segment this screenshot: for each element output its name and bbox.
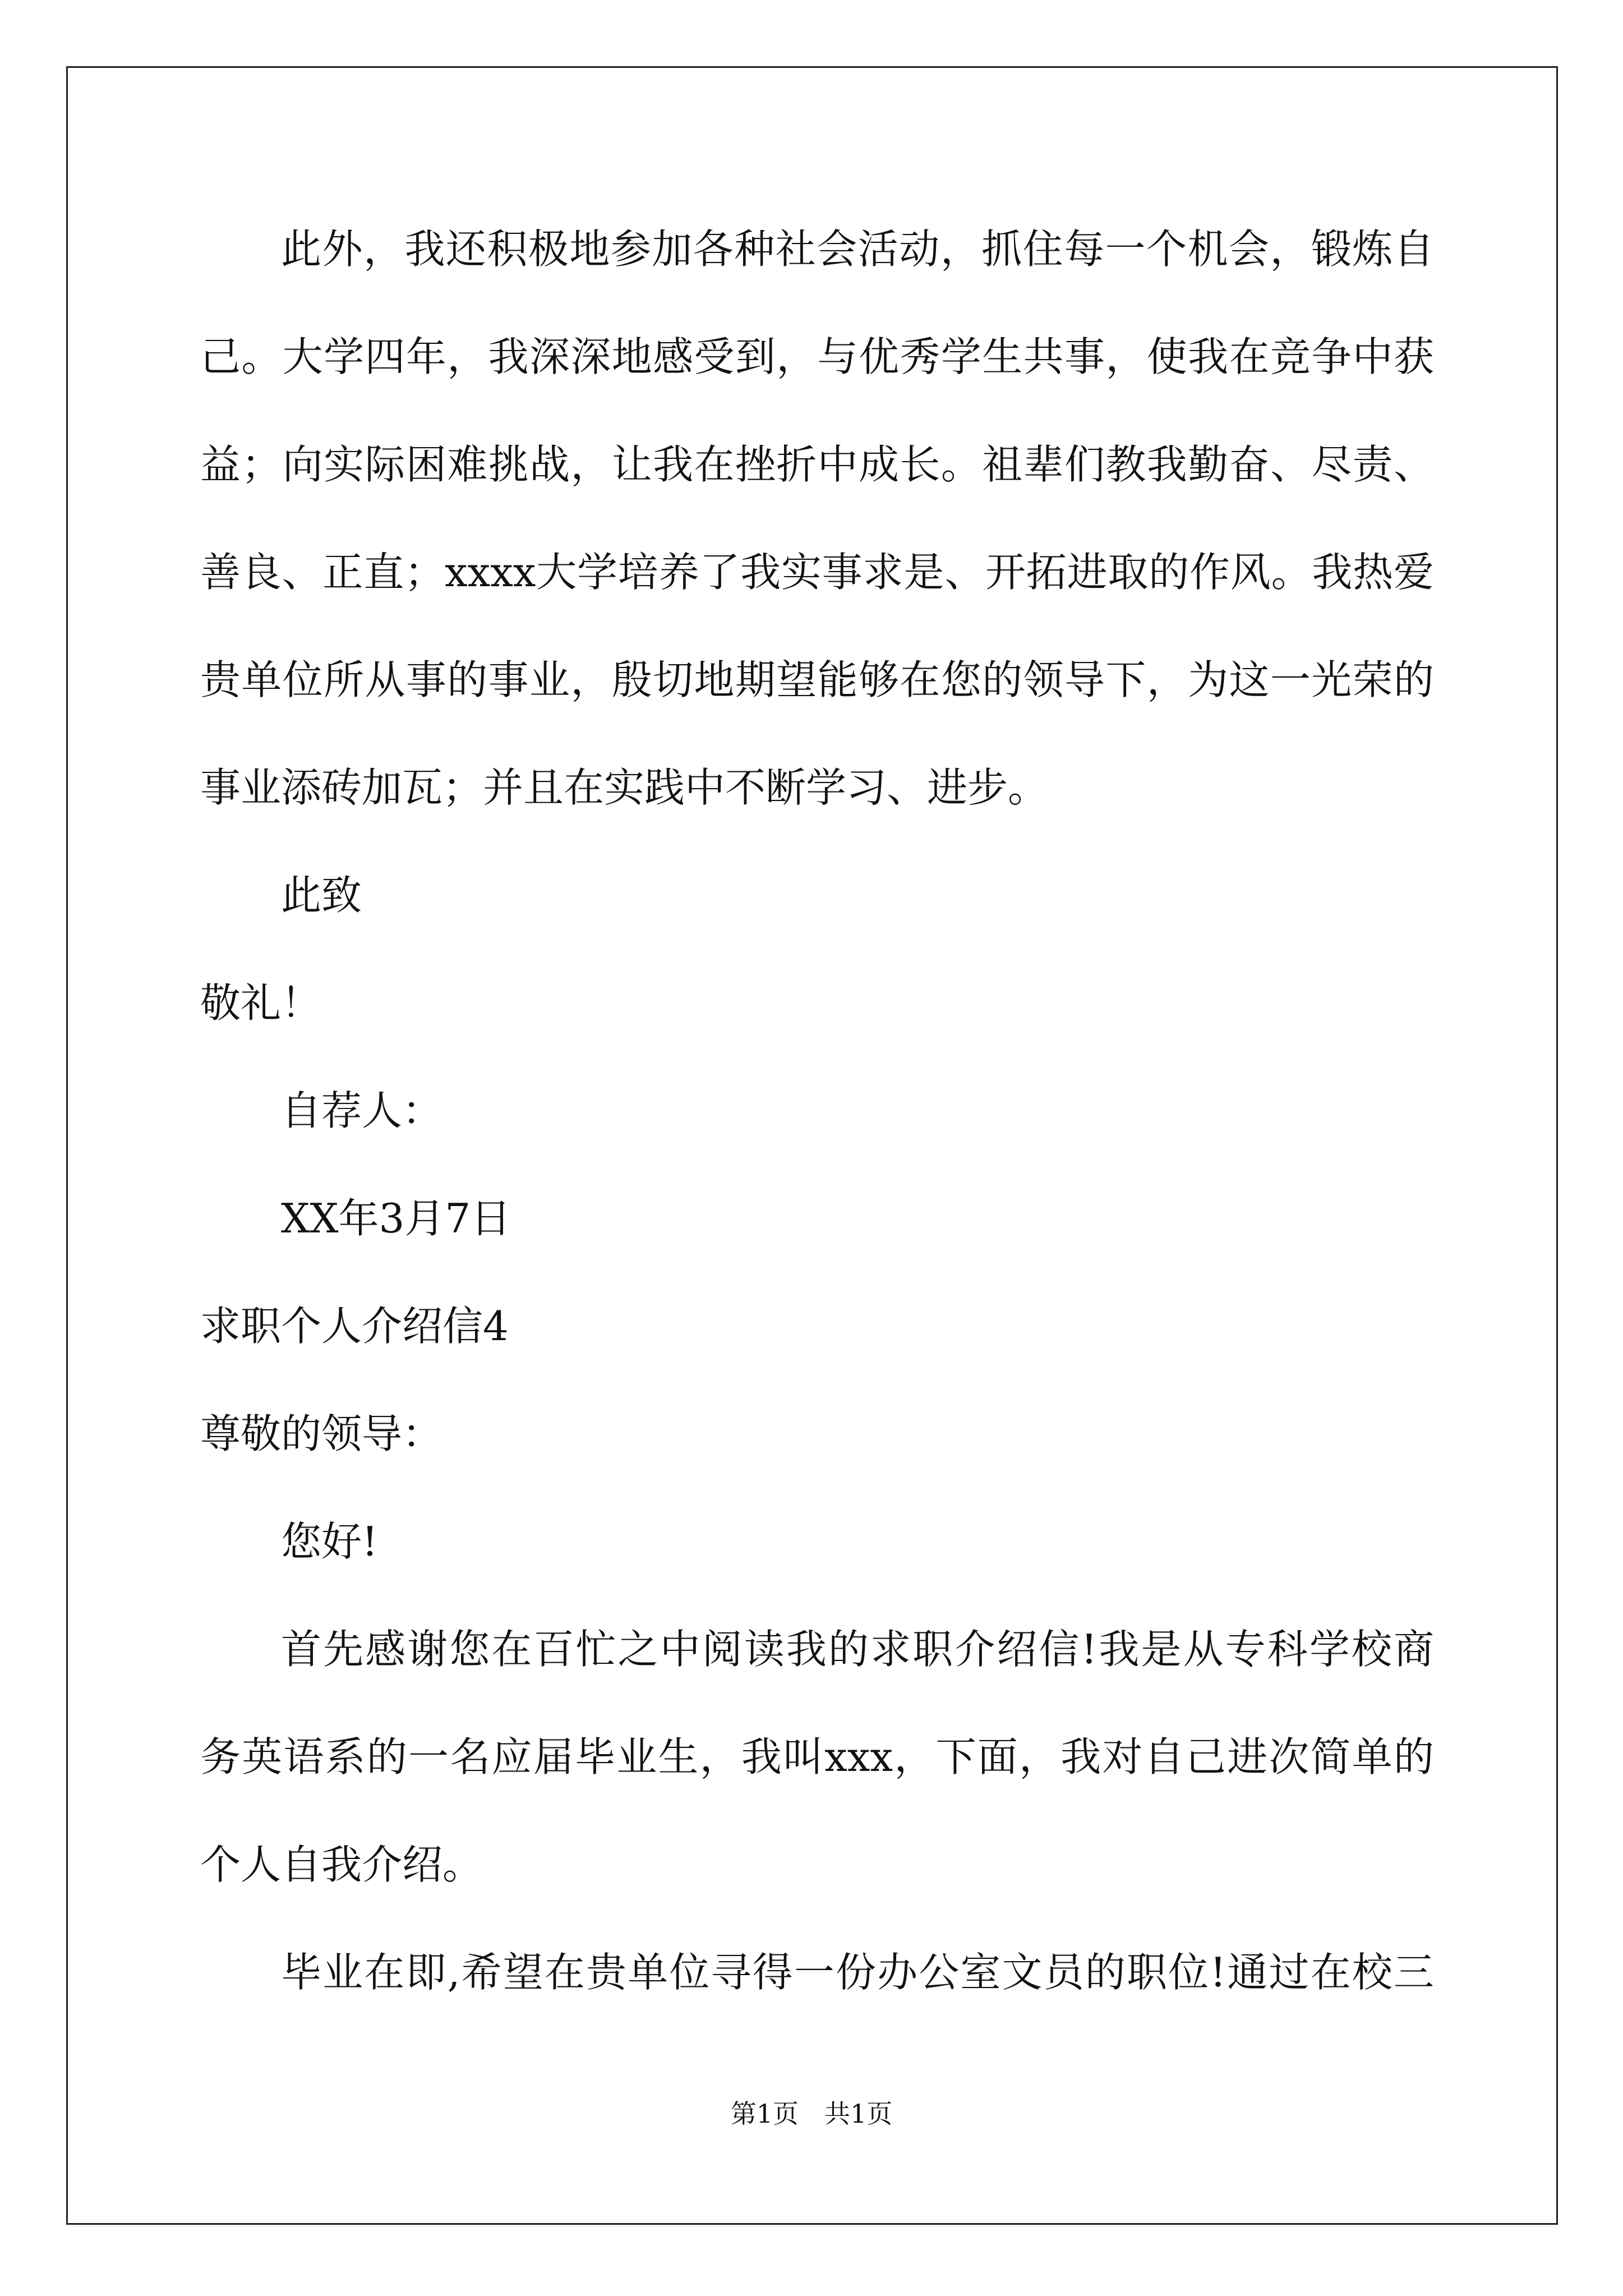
date-line: XX年3月7日 bbox=[281, 1195, 511, 1242]
paragraph-line: 个人自我介绍。 bbox=[200, 1841, 483, 1888]
greeting-line: 您好! bbox=[281, 1518, 378, 1565]
paragraph-line: 贵单位所从事的事业，殷切地期望能够在您的领导下，为这一光荣的 bbox=[200, 656, 1434, 703]
paragraph-line: 毕业在即,希望在贵单位寻得一份办公室文员的职位!通过在校三 bbox=[281, 1949, 1434, 1996]
greeting-line: 尊敬的领导： bbox=[200, 1410, 443, 1457]
salutation-line: 此致 bbox=[281, 872, 362, 919]
signature-line: 自荐人： bbox=[281, 1087, 443, 1134]
salutation-line: 敬礼！ bbox=[200, 979, 322, 1027]
paragraph-line: 事业添砖加瓦；并且在实践中不断学习、进步。 bbox=[200, 764, 1049, 811]
paragraph-line: 善良、正直；xxxx大学培养了我实事求是、开拓进取的作风。我热爱 bbox=[200, 549, 1434, 596]
paragraph-line: 务英语系的一名应届毕业生，我叫xxx，下面，我对自己进次简单的 bbox=[200, 1733, 1434, 1780]
paragraph-line: 首先感谢您在百忙之中阅读我的求职介绍信!我是从专科学校商 bbox=[281, 1626, 1434, 1673]
paragraph-line: 此外，我还积极地参加各种社会活动，抓住每一个机会，锻炼自 bbox=[281, 226, 1434, 273]
section-heading: 求职个人介绍信4 bbox=[200, 1303, 509, 1350]
paragraph-line: 己。大学四年，我深深地感受到，与优秀学生共事，使我在竞争中获 bbox=[200, 333, 1434, 380]
paragraph-line: 益；向实际困难挑战，让我在挫折中成长。祖辈们教我勤奋、尽责、 bbox=[200, 441, 1434, 488]
page-number-footer: 第1页 共1页 bbox=[730, 2099, 893, 2129]
page-border bbox=[66, 66, 1558, 2225]
